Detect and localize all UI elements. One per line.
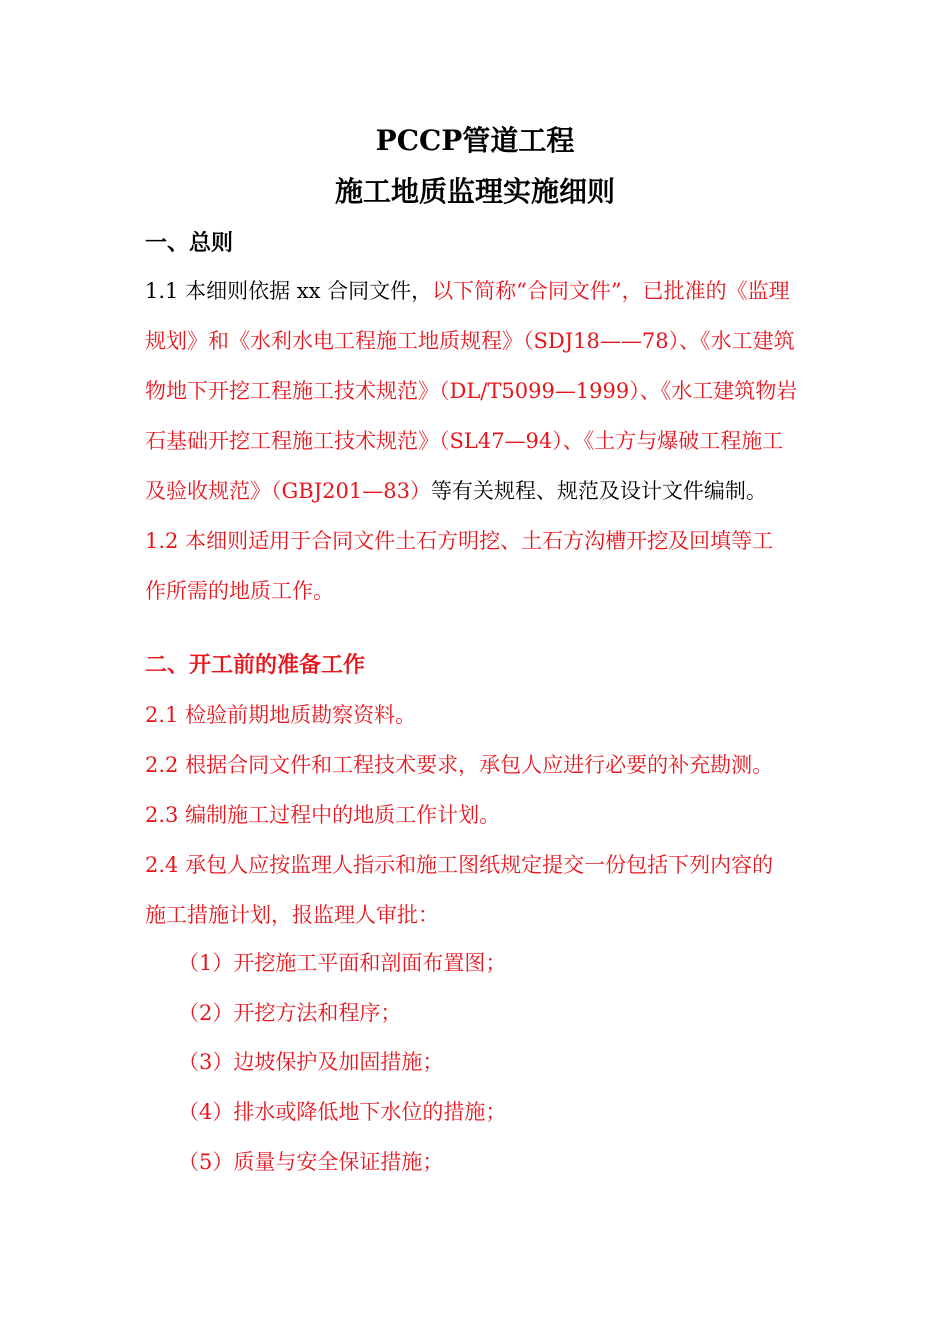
paragraph-2-3	[145, 790, 815, 840]
section-heading-general: 一、总则	[145, 230, 234, 256]
list-item: （5）质量与安全保证措施；	[178, 1150, 444, 1174]
paragraph-line: 施工措施计划，报监理人审批：	[145, 903, 439, 927]
paragraph-line: 物地下开挖工程施工技术规范》（DL/T5099—1999）、《水工建筑物岩	[145, 379, 798, 403]
paragraph-2-2	[145, 740, 815, 790]
paragraph-text: 1.1 本细则依据 xx 合同文件，	[145, 279, 433, 303]
paragraph-line	[145, 266, 815, 316]
paragraph-line: 石基础开挖工程施工技术规范》（SL47—94）、《土方与爆破工程施工	[145, 429, 784, 453]
paragraph-line: 1.2 本细则适用于合同文件土石方明挖、土石方沟槽开挖及回填等工	[145, 529, 774, 553]
list-item: （2）开挖方法和程序；	[178, 1001, 402, 1025]
list-item: （3）边坡保护及加固措施；	[178, 1050, 444, 1074]
paragraph-line: 2.1 检验前期地质勘察资料。	[145, 703, 417, 727]
list-item: （4）排水或降低地下水位的措施；	[178, 1100, 507, 1124]
paragraph-text: 等有关规程、规范及设计文件编制。	[430, 479, 767, 503]
section-heading-preparation: 二、开工前的准备工作	[145, 652, 366, 678]
paragraph-text: 以下简称“合同文件”，已批准的《监理	[432, 279, 790, 303]
paragraph-line	[145, 466, 815, 516]
paragraph-line: 作所需的地质工作。	[145, 579, 334, 603]
paragraph-1-1	[145, 266, 815, 516]
document-title-line1: PCCP管道工程	[375, 124, 575, 157]
paragraph-text: 及验收规范》（GBJ201—83）	[145, 479, 431, 503]
document-title-line2: 施工地质监理实施细则	[334, 175, 615, 208]
paragraph-line: 2.3 编制施工过程中的地质工作计划。	[145, 803, 501, 827]
paragraph-2-4	[145, 840, 815, 940]
paragraph-line: 规划》和《水利水电工程施工地质规程》（SDJ18——78）、《水工建筑	[145, 329, 795, 353]
paragraph-line: 2.4 承包人应按监理人指示和施工图纸规定提交一份包括下列内容的	[145, 853, 774, 877]
paragraph-line: 2.2 根据合同文件和工程技术要求，承包人应进行必要的补充勘测。	[145, 753, 774, 777]
list-item: （1）开挖施工平面和剖面布置图；	[178, 951, 507, 975]
paragraph-1-2	[145, 516, 815, 616]
paragraph-2-1	[145, 690, 815, 740]
